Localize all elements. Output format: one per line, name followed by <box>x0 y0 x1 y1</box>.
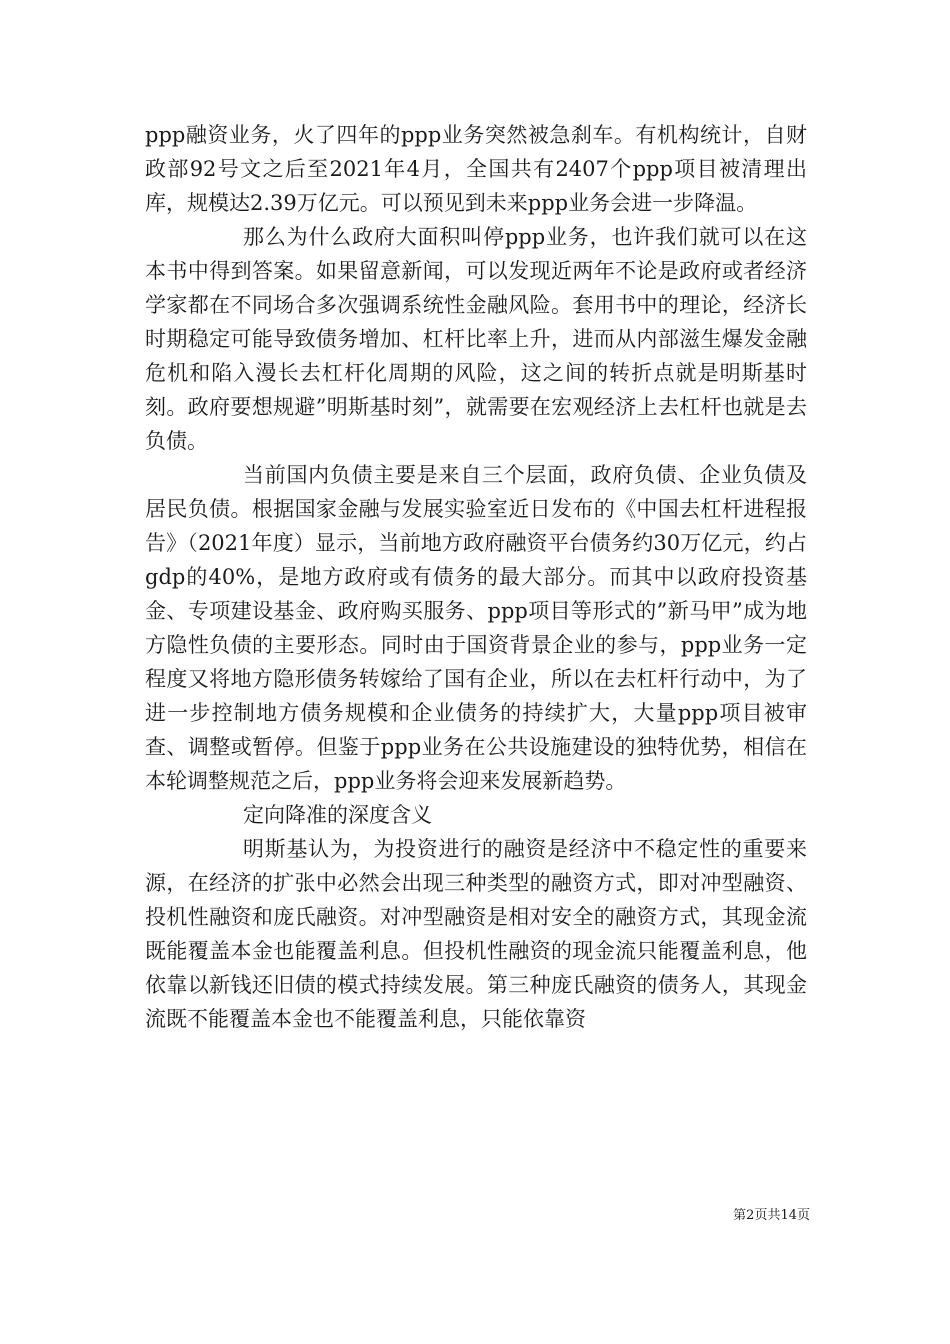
page-footer: 第2页共14页 <box>733 1208 810 1223</box>
document-body <box>145 118 807 1036</box>
paragraph-4: 明斯基认为，为投资进行的融资是经济中不稳定性的重要来源，在经济的扩张中必然会出现三种类型的融资方式，即对冲型融资、投机性融资和庞氏融资。对冲型融资是相对安全的融资方式，其现金流既能覆盖本金也能覆盖利息。但投机性融资的现金流只能覆盖利息，他依靠以新钱还旧债的模式持续发展。第三种庞氏融资的债务人，其现金流既不能覆盖本金也不能覆盖利息，只能依靠资 <box>145 837 807 1031</box>
section-heading: 定向降准的深度含义 <box>243 803 432 827</box>
paragraph-3: 当前国内负债主要是来自三个层面，政府负债、企业负债及居民负债。根据国家金融与发展实验室近日发布的《中国去杠杆进程报告》（2021年度）显示，当前地方政府融资平台债务约30万亿元，约占gdp的40%，是地方政府或有债务的最大部分。而其中以政府投资基金、专项建设基金、政府购买服务、ppp项目等形式的”新马甲”成为地方隐性负债的主要形态。同时由于国资背景企业的参与，ppp业务一定程度又将地方隐形债务转嫁给了国有企业，所以在去杠杆行动中，为了进一步控制地方债务规模和企业债务的持续扩大，大量ppp项目被审查、调整或暂停。但鉴于ppp业务在公共设施建设的独特优势，相信在本轮调整规范之后，ppp业务将会迎来发展新趋势。 <box>145 463 807 793</box>
paragraph-1: ppp融资业务，火了四年的ppp业务突然被急刹车。有机构统计，自财政部92号文之后至2021年4月，全国共有2407个ppp项目被清理出库，规模达2.39万亿元。可以预见到未来ppp业务会进一步降温。 <box>145 123 807 215</box>
paragraph-2: 那么为什么政府大面积叫停ppp业务，也许我们就可以在这本书中得到答案。如果留意新闻，可以发现近两年不论是政府或者经济学家都在不同场合多次强调系统性金融风险。套用书中的理论，经济长时期稳定可能导致债务增加、杠杆比率上升，进而从内部滋生爆发金融危机和陷入漫长去杠杆化周期的风险，这之间的转折点就是明斯基时刻。政府要想规避”明斯基时刻”，就需要在宏观经济上去杠杆也就是去负债。 <box>145 225 807 453</box>
